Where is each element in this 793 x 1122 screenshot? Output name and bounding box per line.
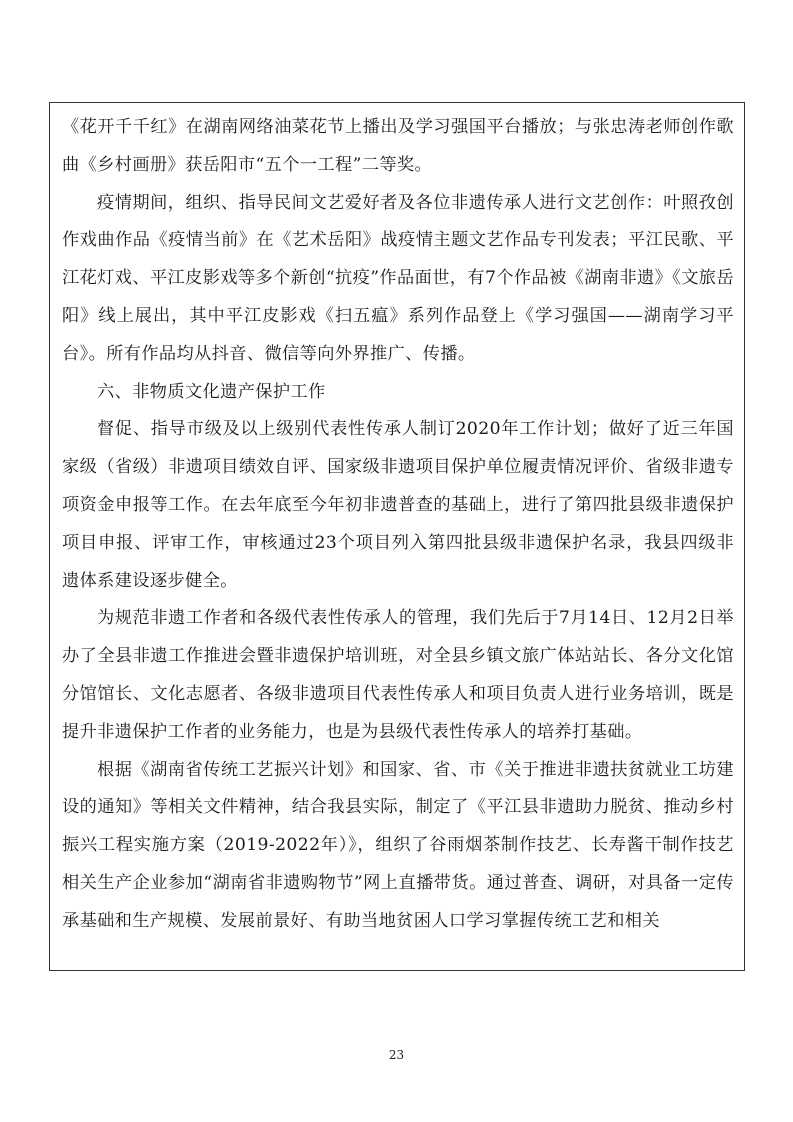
paragraph-poverty-alleviation: 根据《湖南省传统工艺振兴计划》和国家、省、市《关于推进非遗扶贫就业工坊建设的通知》等相关文件精神，结合我县实际，制定了《平江县非遗助力脱贫、推动乡村振兴工程实施方案（2019-2022年）》，组织了谷雨烟茶制作技艺、长寿酱干制作技艺相关生产企业参加“湖南省非遗购物节”网上直播带货。通过普查、调研，对具备一定传承基础和生产规模、发展前景好、有助当地贫困人口学习掌握传统工艺和相关 — [62, 759, 734, 931]
section-heading-intangible-heritage: 六、非物质文化遗产保护工作 — [97, 381, 326, 402]
paragraph-work-plan: 督促、指导市级及以上级别代表性传承人制订2020年工作计划；做好了近三年国家级（省级）非遗项目绩效自评、国家级非遗项目保护单位履责情况评价、省级非遗专项资金申报等工作。在去年底至今年初非遗普查的基础上，进行了第四批县级非遗保护项目申报、评审工作，审核通过23个项目列入第四批县级非遗保护名录，我县四级非遗体系建设逐步健全。 — [62, 419, 734, 591]
page-number: 23 — [388, 1048, 405, 1062]
paragraph-training: 为规范非遗工作者和各级代表性传承人的管理，我们先后于7月14日、12月2日举办了全县非遗工作推进会暨非遗保护培训班，对全县乡镇文旅广体站站长、各分文化馆分馆馆长、文化志愿者、各级非遗项目代表性传承人和项目负责人进行业务培训，既是提升非遗保护工作者的业务能力，也是为县级代表性传承人的培养打基础。 — [62, 608, 734, 742]
document-body — [62, 109, 734, 941]
paragraph-epidemic-creation: 疫情期间，组织、指导民间文艺爱好者及各位非遗传承人进行文艺创作：叶照孜创作戏曲作品《疫情当前》在《艺术岳阳》战疫情主题文艺作品专刊发表；平江民歌、平江花灯戏、平江皮影戏等多个新创“抗疫”作品面世，有7个作品被《湖南非遗》《文旅岳阳》线上展出，其中平江皮影戏《扫五瘟》系列作品登上《学习强国——湖南学习平台》。所有作品均从抖音、微信等向外界推广、传播。 — [62, 192, 734, 364]
paragraph-continuation: 《花开千千红》在湖南网络油菜花节上播出及学习强国平台播放；与张忠涛老师创作歌曲《乡村画册》获岳阳市“五个一工程”二等奖。 — [62, 117, 734, 175]
